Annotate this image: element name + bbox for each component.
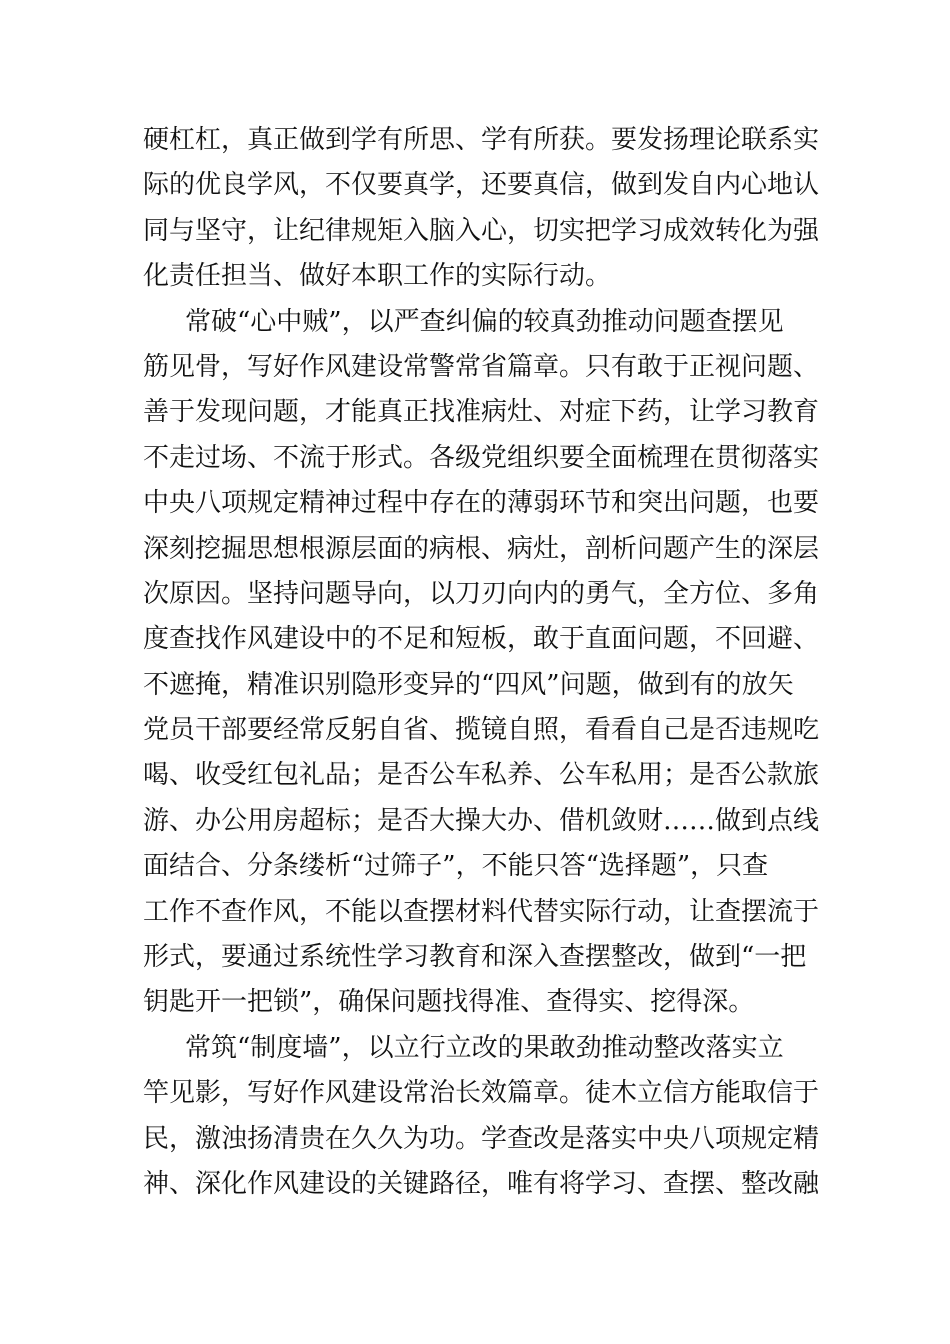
body-text [143, 118, 823, 1207]
text-line: 同与坚守，让纪律规矩入脑入心，切实把学习成效转化为强 [143, 215, 820, 246]
text-line: 面结合、分条缕析“过筛子”，不能只答“选择题”，只查 [143, 851, 769, 882]
text-line: 形式，要通过系统性学习教育和深入查摆整改，做到“一把 [143, 942, 807, 973]
text-line: 竿见影，写好作风建设常治长效篇章。徒木立信方能取信于 [143, 1078, 820, 1109]
text-line: 游、办公用房超标；是否大操大办、借机敛财……做到点线 [143, 805, 820, 836]
text-line: 化责任担当、做好本职工作的实际行动。 [143, 261, 612, 292]
text-line: 次原因。坚持问题导向，以刀刃向内的勇气，全方位、多角 [143, 578, 820, 609]
text-line: 度查找作风建设中的不足和短板，敢于直面问题，不回避、 [143, 624, 820, 655]
text-line: 际的优良学风，不仅要真学，还要真信，做到发自内心地认 [143, 170, 820, 201]
text-line: 钥匙开一把锁”，确保问题找得准、查得实、挖得深。 [143, 987, 755, 1018]
paragraph-first-line: 常破“心中贼”，以严查纠偏的较真劲推动问题查摆见 [185, 306, 784, 337]
text-line: 神、深化作风建设的关键路径，唯有将学习、查摆、整改融 [143, 1168, 820, 1199]
text-line: 善于发现问题，才能真正找准病灶、对症下药，让学习教育 [143, 397, 820, 428]
text-line: 不走过场、不流于形式。各级党组织要全面梳理在贯彻落实 [143, 442, 820, 473]
text-line: 喝、收受红包礼品；是否公车私养、公车私用；是否公款旅 [143, 760, 820, 791]
text-line: 工作不查作风，不能以查摆材料代替实际行动，让查摆流于 [143, 896, 820, 927]
text-line: 深刻挖掘思想根源层面的病根、病灶，剖析问题产生的深层 [143, 533, 820, 564]
text-line: 民，激浊扬清贵在久久为功。学查改是落实中央八项规定精 [143, 1123, 820, 1154]
paragraph-first-line: 常筑“制度墙”，以立行立改的果敢劲推动整改落实立 [185, 1032, 784, 1063]
text-line: 硬杠杠，真正做到学有所思、学有所获。要发扬理论联系实 [143, 125, 820, 155]
text-line: 党员干部要经常反躬自省、揽镜自照，看看自己是否违规吃 [143, 715, 820, 746]
text-line: 中央八项规定精神过程中存在的薄弱环节和突出问题，也要 [143, 488, 820, 519]
text-line: 筋见骨，写好作风建设常警常省篇章。只有敢于正视问题、 [143, 351, 820, 382]
text-line: 不遮掩，精准识别隐形变异的“四风”问题，做到有的放矢 [143, 669, 794, 700]
